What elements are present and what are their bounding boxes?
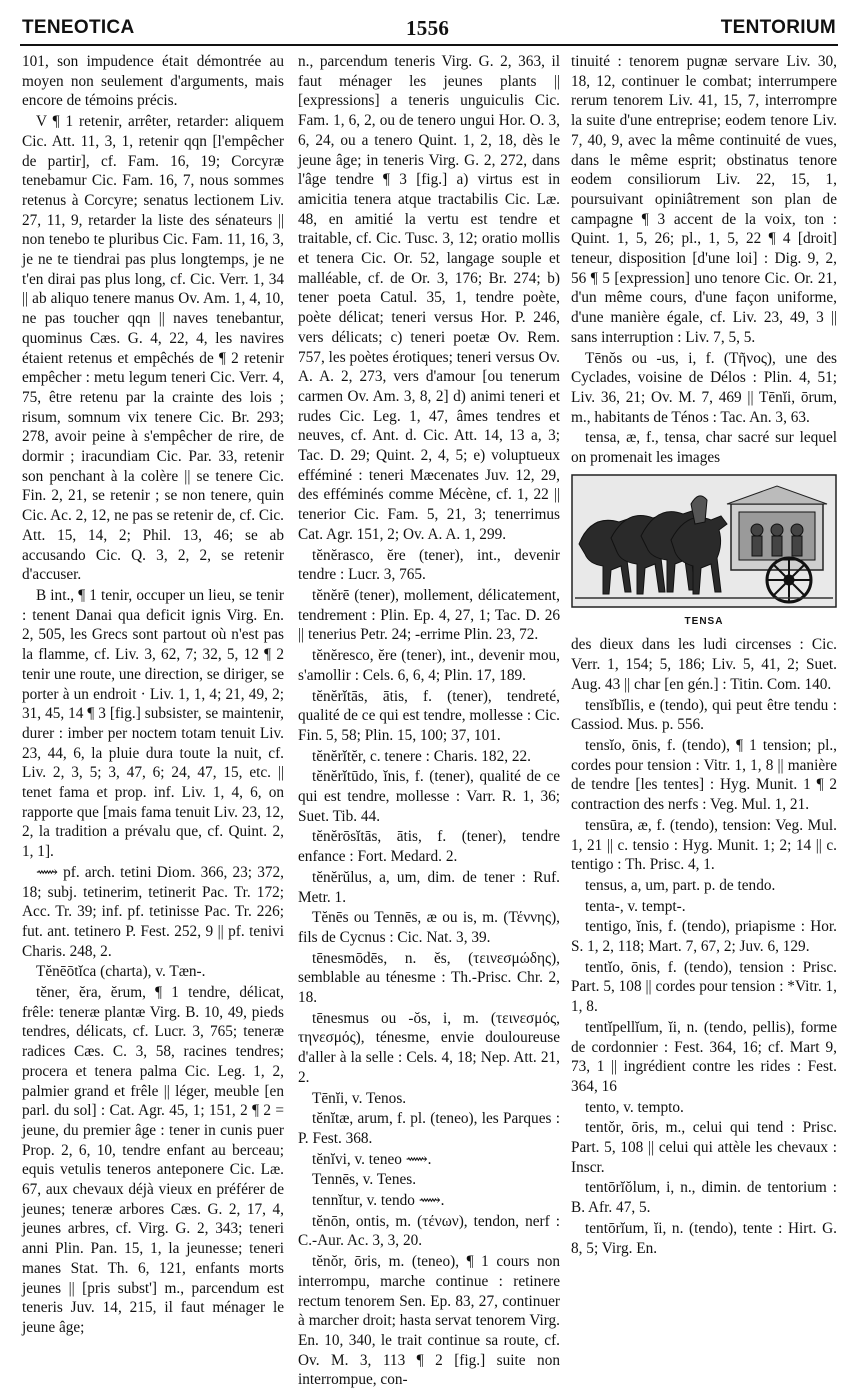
dictionary-entry: tĕnĕrĭtās, ātis, f. (tener), tendreté, qualité de ce qui est tendre, mollesse : Cic. Fin. 5, 58; Plin. 15, 100; 37, 101. <box>298 687 560 744</box>
dictionary-entry: tĕnĕrĭtĕr, c. tenere : Charis. 182, 22. <box>312 747 531 765</box>
column-1 <box>22 52 284 1347</box>
dictionary-entry: tentŏr, ōris, m., celui qui tend : Prisc. Part. 5, 108 || celui qui attèle les chevaux : Inscr. <box>571 1119 837 1176</box>
figure-tensa <box>571 474 837 632</box>
tensa-illustration <box>571 474 837 608</box>
dictionary-entry: tinuité : tenorem pugnæ servare Liv. 30, 18, 12, continuer le combat; interrumpere rerum tenorem Liv. 41, 15, 7, interrompre la suite d'une entreprise; eodem tenore Liv. 7, 40, 9, avec la même continuité de vues, dans le même esprit; obstinatus tenore eodem consiliorum Liv. 22, 15, 1, poursuivant opiniâtrement son plan de campagne ¶ 3 accent de la voix, ton : Quint. 1, 5, 26; pl., 1, 5, 22 ¶ 4 [droit] teneur, disposition [d'une loi] : Dig. 9, 2, 56 ¶ 5 [expression] uno tenore Cic. Or. 21, d'un même cours, d'une façon uniforme, d'une manière égale, cf. Liv. 23, 49, 3 || sans interruption : Liv. 7, 5, 5. <box>571 53 837 346</box>
running-header <box>22 14 836 42</box>
dictionary-entry: Tēnĭi, v. Tenos. <box>312 1089 407 1107</box>
dictionary-entry: tĕnōn, ontis, m. (τένων), tendon, nerf : C.-Aur. Ac. 3, 3, 20. <box>298 1212 560 1250</box>
dictionary-entry: Tennēs, v. Tenes. <box>312 1171 417 1189</box>
dictionary-entry: tensĭo, ōnis, f. (tendo), ¶ 1 tension; pl., cordes pour tension : Vitr. 1, 1, 8 || manière de tendre [les tentes] : Hyg. Munit. 1 ¶ 2 contraction des nerfs : Veg. Mul. 1, 21. <box>571 736 837 814</box>
dictionary-entry: tensūra, æ, f. (tendo), tension: Veg. Mul. 1, 21 || c. tensio : Hyg. Munit. 1; 2; 14 || c. tentigo : Th. Prisc. 4, 1. <box>571 816 837 874</box>
dictionary-entry: tentĭo, ōnis, f. (tendo), tension : Prisc. Part. 5, 108 || cordes pour tension : *Vitr. 1, 1, 8. <box>571 958 837 1016</box>
dictionary-entry: tensĭbĭlis, e (tendo), qui peut être tendu : Cassiod. Mus. p. 556. <box>571 696 837 734</box>
column-3 <box>571 52 837 1347</box>
dictionary-entry: tĕnĕrĭtūdo, ĭnis, f. (tener), qualité de ce qui est tendre, mollesse : Varr. R. 1, 36; Suet. Tib. 44. <box>298 768 560 825</box>
dictionary-entry: B int., ¶ 1 tenir, occuper un lieu, se tenir : tenent Danai qua deficit ignis Virg. En. 2, 505, les Grecs sont partout où n'est pas la flamme, cf. Liv. 3, 62, 7; 32, 5, 12 ¶ 2 tenir une route, une direction, se diriger, se porter à un endroit · Liv. 1, 1, 4; 21, 49, 2; 31, 45, 14 ¶ 3 [fig.] subsister, se maintenir, durer : imber per noctem totam tenuit Liv. 23, 44, 6, la pluie dura toute la nuit, cf. Liv. 2, 3, 5; 3, 47, 6; 24, 47, 15, etc. || tenet fama et prop. inf. Liv. 1, 4, 6, on rapporte que [mais fama tenuit Liv. 23, 12, 2, la tradition a prévalu que, cf. Quint. 2, 1, 1]. <box>22 586 284 861</box>
dictionary-entry: tĕnĭvi, v. teneo ⟿. <box>312 1150 432 1168</box>
dictionary-entry: tĕnŏr, ōris, m. (teneo), ¶ 1 cours non interrompu, marche continue : retinere rectum tenorem Sen. Ep. 83, 27, continuer à marcher droit; hasta servat tenorem Virg. En. 10, 340, le trait continue sa route, cf. Ov. M. 3, 113 ¶ 2 [fig.] suite non interrompue, con- <box>298 1253 560 1389</box>
dictionary-entry: tenta-, v. tempt-. <box>585 897 686 915</box>
dictionary-entry: tĕnĭtæ, arum, f. pl. (teneo), les Parques : P. Fest. 368. <box>298 1110 560 1147</box>
dictionary-entry: tento, v. tempto. <box>585 1098 684 1116</box>
dictionary-entry: tĕnĕrōsĭtās, ātis, f. (tener), tendre enfance : Fort. Medard. 2. <box>298 828 560 866</box>
dictionary-entry: tentōrĭŏlum, i, n., dimin. de tentorium : B. Afr. 47, 5. <box>571 1179 837 1217</box>
dictionary-entry: tĕner, ĕra, ĕrum, ¶ 1 tendre, délicat, frêle: teneræ plantæ Virg. B. 10, 49, pieds tendres, délicats, cf. Lucr. 3, 765; teneræ radices Cæs. C. 3, 58, racines tendres; procera et tenera palma Cic. Leg. 1, 2, palmier grand et frêle || léger, meuble [en parl. du sol] : Cat. Agr. 45, 1; 151, 2 ¶ 2 = jeune, du premier âge : tener in cunis puer Prop. 2, 6, 10, tendre enfant au berceau; equis vetulis teneros anteponere Cic. Læ. 67, aux chevaux déjà vieux en préférer de jeunes; teneræ arbores Cæs. G. 2, 17, 4, jeunes arbres, cf. Virg. G. 2, 343; teneri anni Plin. Pan. 15, 1, la jeunesse; teneri manes Stat. Th. 6, 121, enfants morts jeunes || [pris subst'] m., parcendum est teneris Juv. 14, 215, il faut ménager le jeune âge; <box>22 984 284 1336</box>
dictionary-entry: 101, son impudence était démontrée au moyen non seulement d'arguments, mais encore de témoins précis. <box>22 53 284 110</box>
dictionary-entry: tĕnĕrē (tener), mollement, délicatement, tendrement : Plin. Ep. 4, 27, 1; Tac. D. 26 || tenerius Petr. 24; -errime Plin. 23, 72. <box>298 586 560 644</box>
dictionary-entry: tĕnĕresco, ĕre (tener), int., devenir mou, s'amollir : Cels. 6, 6, 4; Plin. 17, 189. <box>298 647 560 684</box>
dictionary-entry: n., parcendum teneris Virg. G. 2, 363, il faut ménager les jeunes plants || [expressions] a teneris unguiculis Cic. Fam. 1, 6, 2, ou de tenero ungui Hor. O. 3, 6, 24, ou a tenero Quint. 1, 2, 18, dès le jeune âge; in teneris Virg. G. 2, 272, dans l'âge tendre ¶ 3 [fig.] a) virtus est in amicitia tenera atque tractabilis Cic. Læ. 48, en amitié la vertu est tendre et traitable, cf. Cic. Tusc. 3, 12; oratio mollis et tenera Cic. Or. 52, langage souple et malléable, cf. de Or. 3, 176; Br. 274; b) tener poeta Catul. 35, 1, tendre poète, poète délicat; teneri versus Hor. P. 246, vers délicats; c) teneri poetæ Ov. Rem. 757, les poètes érotiques; teneri versus Ov. A. A. 2, 273, vers d'amour [ou tenerum carmen Ov. Am. 3, 8, 2] d) animi teneri et rudes Cic. Leg. 1, 47, âmes tendres et neuves, cf. Ant. d. Cic. Att. 14, 13 a, 3; Tac. D. 29; Quint. 2, 4, 5; e) voluptueux efféminé : teneri Mæcenates Juv. 12, 29, des efféminés comme Mécène, cf. 1, 22 || tenerior Cic. Fam. 5, 21, 3; tenerrimus Cat. Agr. 151, 2; Ov. A. A. 1, 299. <box>298 53 560 543</box>
dictionary-entry: tentĭpellĭum, ĭi, n. (tendo, pellis), forme de cordonnier : Fest. 364, 16; cf. Mart 9, 73, 1 || ingrédient contre les rides : Fest. 364, 16 <box>571 1018 837 1095</box>
dictionary-entry: ⟿ pf. arch. tetini Diom. 366, 23; 372, 18; subj. tetinerim, tetinerit Pac. Tr. 172; Acc. Tr. 39; inf. pf. tetinisse Pac. Tr. 226; fut. ant. tetinero P. Fest. 252, 9 || pf. tenivi Charis. 248, 2. <box>22 863 284 960</box>
dictionary-entry: tēnesmōdēs, n. ĕs, (τεινεσμώδης), semblable au ténesme : Th.-Prisc. Chr. 2, 18. <box>298 949 560 1007</box>
dictionary-entry: Tĕnēs ou Tennēs, æ ou is, m. (Τέννης), fils de Cycnus : Cic. Nat. 3, 39. <box>298 909 560 946</box>
dictionary-entry: tensus, a, um, part. p. de tendo. <box>585 876 776 894</box>
figure-caption: TENSA <box>684 615 724 627</box>
dictionary-entry: tentigo, ĭnis, f. (tendo), priapisme : Hor. S. 1, 2, 118; Mart. 7, 67, 2; Juv. 6, 129. <box>571 918 837 956</box>
header-right-guideword: TENTORIUM <box>720 17 836 38</box>
dictionary-entry: Tĕnēōtĭca (charta), v. Tæn-. <box>36 963 206 981</box>
page-number: 1556 <box>405 15 450 40</box>
dictionary-entry: tĕnĕrasco, ĕre (tener), int., devenir tendre : Lucr. 3, 765. <box>298 546 560 584</box>
dictionary-entry: Tēnŏs ou -us, i, f. (Τῆνος), une des Cyclades, voisine de Délos : Plin. 4, 51; Liv. 36, 21; Ov. M. 7, 469 || Tēnĭi, ōrum, m., habitants de Ténos : Tac. An. 3, 63. <box>571 349 837 426</box>
dictionary-entry: V ¶ 1 retenir, arrêter, retarder: aliquem Cic. Att. 11, 3, 1, retenir qqn [l'empêcher de partir], cf. Fam. 16, 19; Corcyræ tenebamur Cic. Fam. 16, 7, nous sommes retenus à Corcyre; senatus lectionem Liv. 27, 11, 9, retarder la liste des sénateurs || non tenebo te pluribus Cic. Fam. 11, 16, 3, je ne te tiendrai pas plus longtemps, je ne t'en dirai pas plus long, cf. Cic. Verr. 1, 34 || ab aliquo tenere manus Ov. Am. 1, 4, 10, ne pas toucher qqn || naves tenebantur, quominus Cæs. G. 4, 22, 4, les navires étaient retenus et empêchés de ¶ 2 retenir empêcher : metu legum teneri Cic. Verr. 4, 75, être retenu par la crainte des lois ; risum, somnum vix tenere Cic. Br. 293; 278, avoir peine à s'empêcher de rire, de dormir ; iracundiam Cic. Par. 33, retenir son penchant à la colère || se tenere Cic. Fin. 2, 21, se retenir ; se non tenere, quin Cic. Ac. 2, 12, ne pas se retenir de, cf. Cic. Att. 15, 14, 2; Phil. 13, 46; se ab accusando Cic. Q. 3, 2, 2, se retenir d'accuser. <box>22 113 284 584</box>
header-left-guideword: TENEOTICA <box>22 17 135 38</box>
header-rule <box>20 44 838 46</box>
dictionary-entry: tĕnĕrŭlus, a, um, dim. de tener : Ruf. Metr. 1. <box>298 868 560 906</box>
dictionary-entry: des dieux dans les ludi circenses : Cic. Verr. 1, 154; 5, 186; Liv. 5, 41, 2; Suet. Aug. 43 || char [en gén.] : Titin. Com. 140. <box>571 636 837 693</box>
dictionary-entry: tēnesmus ou -ŏs, i, m. (τεινεσμός, τηνεσμός), ténesme, envie douloureuse d'aller à la selle : Cels. 4, 18; Nep. Att. 21, 2. <box>298 1009 560 1086</box>
dictionary-entry: tennĭtur, v. tendo ⟿. <box>312 1192 445 1210</box>
dictionary-entry: tensa, æ, f., tensa, char sacré sur lequel on promenait les images <box>571 429 837 467</box>
dictionary-entry: tentōrĭum, ĭi, n. (tendo), tente : Hirt. G. 8, 5; Virg. En. <box>571 1219 837 1257</box>
column-2 <box>298 52 560 1389</box>
